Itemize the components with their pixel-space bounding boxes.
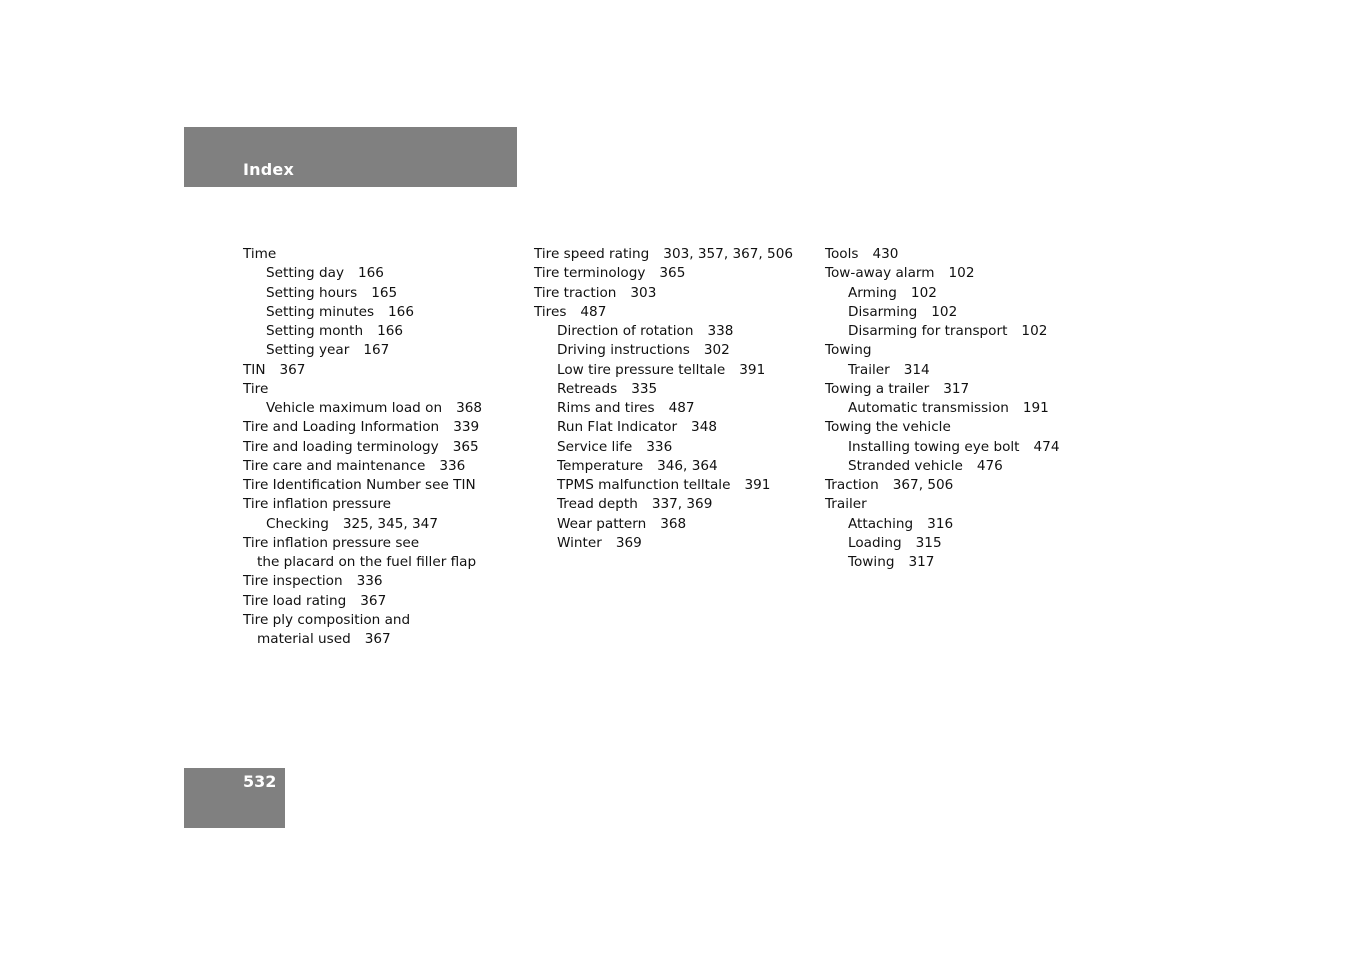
index-entry — [243, 284, 482, 303]
index-term: Installing towing eye bolt — [848, 438, 1020, 455]
index-column-1 — [243, 245, 482, 649]
index-page-reference[interactable]: 314 — [903, 361, 930, 378]
index-entry — [825, 264, 1059, 283]
index-page-reference[interactable]: 303, 357, 367, 506 — [663, 246, 794, 262]
index-term: the placard on the fuel filler flap — [257, 554, 477, 570]
index-entry — [243, 495, 482, 514]
index-term: Loading — [848, 534, 902, 551]
index-entry — [243, 515, 482, 534]
index-page-reference[interactable]: 102 — [910, 284, 937, 301]
index-page-reference[interactable]: 302 — [703, 342, 730, 359]
index-entry — [534, 495, 793, 514]
index-entry — [243, 361, 482, 380]
index-entry — [825, 553, 1059, 572]
index-entry — [243, 476, 482, 495]
index-entry — [825, 399, 1059, 418]
index-entry — [825, 245, 1059, 264]
index-entry — [243, 534, 482, 553]
index-entry — [534, 515, 793, 534]
index-entry — [243, 611, 482, 630]
index-term: Tire terminology — [534, 265, 646, 282]
index-term: TIN — [243, 361, 266, 378]
index-term: Wear pattern — [557, 515, 647, 532]
index-term: Setting year — [266, 342, 350, 359]
index-page-reference[interactable]: 166 — [358, 265, 384, 282]
index-entry — [825, 457, 1059, 476]
index-term: Attaching — [848, 515, 914, 532]
index-page-reference[interactable]: 338 — [707, 323, 734, 339]
index-entry — [825, 534, 1059, 553]
index-entry — [243, 592, 482, 611]
index-entry — [825, 380, 1059, 399]
index-page-reference[interactable]: 367 — [360, 592, 387, 609]
index-term: Tires — [534, 303, 567, 320]
index-entry — [243, 630, 482, 649]
index-term: material used — [257, 631, 351, 647]
index-page-reference[interactable]: 367 — [279, 361, 306, 378]
index-term: TPMS malfunction telltale — [557, 477, 731, 493]
index-entry — [534, 245, 793, 264]
index-page-reference[interactable]: 167 — [363, 342, 390, 359]
index-entry — [243, 418, 482, 437]
index-term: Tow-away alarm — [825, 265, 935, 282]
index-term: Tire inflation pressure — [243, 496, 391, 513]
index-page-reference[interactable]: 346, 364 — [657, 457, 718, 474]
index-term: Tire inspection — [243, 573, 343, 590]
index-entry — [243, 245, 482, 264]
index-term: Towing a trailer — [825, 380, 930, 397]
index-page-reference[interactable]: 102 — [931, 303, 958, 320]
index-page-reference[interactable]: 336 — [646, 438, 673, 455]
index-entry — [243, 380, 482, 399]
index-entry — [825, 476, 1059, 495]
index-term: Towing the vehicle — [825, 419, 951, 436]
index-page-reference[interactable]: 325, 345, 347 — [342, 515, 438, 532]
index-entry — [534, 341, 793, 360]
index-page-reference[interactable]: 102 — [1021, 323, 1048, 339]
index-page-reference[interactable]: 336 — [356, 573, 383, 590]
index-entry — [825, 438, 1059, 457]
index-term: Disarming for transport — [848, 323, 1008, 339]
index-entry — [243, 399, 482, 418]
index-page-reference[interactable]: 369 — [615, 534, 642, 551]
index-page-reference[interactable]: 391 — [744, 477, 771, 493]
index-entry — [534, 264, 793, 283]
index-entry — [534, 418, 793, 437]
index-page-reference[interactable]: 365 — [659, 265, 686, 282]
index-term: Vehicle maximum load on — [266, 400, 443, 416]
index-entry — [534, 361, 793, 380]
index-term: Towing — [825, 342, 872, 359]
index-entry — [534, 457, 793, 476]
index-entry — [825, 418, 1059, 437]
index-term: Tread depth — [557, 496, 638, 513]
index-page-reference[interactable]: 487 — [668, 400, 695, 416]
index-page-reference[interactable]: 487 — [580, 303, 607, 320]
index-term: Trailer — [825, 496, 867, 513]
index-page-reference[interactable]: 368 — [456, 400, 483, 416]
index-entry — [534, 399, 793, 418]
index-term: Traction — [825, 477, 879, 493]
index-page-reference[interactable]: 365 — [452, 438, 479, 455]
index-entry — [534, 303, 793, 322]
index-column-2 — [534, 245, 793, 553]
index-page-reference[interactable]: 336 — [439, 457, 466, 474]
index-term: Setting month — [266, 323, 364, 339]
index-entry — [534, 284, 793, 303]
index-term: Setting day — [266, 265, 344, 282]
index-term: Tire care and maintenance — [243, 457, 426, 474]
index-term: Tire Identification Number see TIN — [243, 477, 476, 493]
index-term: Driving instructions — [557, 342, 690, 359]
index-term: Temperature — [557, 457, 644, 474]
index-term: Winter — [557, 534, 602, 551]
index-page-reference[interactable]: 315 — [915, 534, 942, 551]
index-term: Stranded vehicle — [848, 457, 963, 474]
index-page-reference[interactable]: 367, 506 — [892, 477, 954, 493]
index-term: Low tire pressure telltale — [557, 361, 726, 378]
index-term: Service life — [557, 438, 633, 455]
index-term: Towing — [848, 554, 895, 570]
index-entry — [825, 515, 1059, 534]
index-entry — [825, 341, 1059, 360]
index-term: Time — [243, 246, 277, 262]
index-page-reference[interactable]: 165 — [371, 284, 398, 301]
index-page-reference[interactable]: 166 — [377, 323, 404, 339]
index-term: Tire load rating — [243, 592, 347, 609]
index-entry — [243, 457, 482, 476]
index-term: Automatic transmission — [848, 400, 1009, 416]
index-entry — [243, 572, 482, 591]
index-page-reference[interactable]: 348 — [691, 419, 717, 436]
index-term: Tire speed rating — [534, 246, 650, 262]
index-entry — [534, 534, 793, 553]
index-entry — [825, 495, 1059, 514]
index-page-reference[interactable]: 430 — [872, 246, 899, 262]
index-entry — [825, 361, 1059, 380]
index-entry — [825, 284, 1059, 303]
index-page-reference[interactable]: 102 — [948, 265, 975, 282]
index-entry — [534, 380, 793, 399]
index-column-3 — [825, 245, 1059, 572]
index-page-reference[interactable]: 166 — [388, 303, 414, 320]
index-page-reference[interactable]: 191 — [1022, 400, 1049, 416]
index-page-reference[interactable]: 391 — [739, 361, 766, 378]
index-page-reference[interactable]: 339 — [453, 419, 480, 436]
index-term: Disarming — [848, 303, 918, 320]
index-term: Retreads — [557, 380, 618, 397]
index-term: Tire ply composition and — [243, 611, 411, 628]
index-term: Rims and tires — [557, 400, 655, 416]
index-term: Direction of rotation — [557, 323, 694, 339]
index-entry — [243, 341, 482, 360]
index-term: Tire inflation pressure see — [243, 534, 420, 551]
index-entry — [243, 438, 482, 457]
index-entry — [825, 303, 1059, 322]
section-title: Index — [243, 160, 294, 179]
index-page-reference[interactable]: 317 — [943, 380, 970, 397]
index-entry — [243, 553, 482, 572]
index-page-reference[interactable]: 337, 369 — [651, 496, 713, 513]
index-page-reference[interactable]: 303 — [630, 284, 657, 301]
index-entry — [243, 303, 482, 322]
page-number-box — [184, 768, 285, 828]
index-entry — [243, 322, 482, 341]
section-header-bar — [184, 127, 517, 187]
index-page-reference[interactable]: 368 — [660, 515, 687, 532]
index-term: Arming — [848, 284, 897, 301]
index-term: Tools — [825, 246, 859, 262]
index-entry — [534, 438, 793, 457]
index-entry — [825, 322, 1059, 341]
index-term: Setting minutes — [266, 303, 375, 320]
index-term: Trailer — [848, 361, 890, 378]
index-term: Checking — [266, 515, 329, 532]
index-term: Tire — [243, 380, 269, 397]
page-number: 532 — [243, 772, 277, 791]
index-term: Tire and loading terminology — [243, 438, 439, 455]
index-entry — [243, 264, 482, 283]
index-page-reference[interactable]: 316 — [927, 515, 954, 532]
index-term: Run Flat Indicator — [557, 419, 678, 436]
index-page-reference[interactable]: 474 — [1033, 438, 1060, 455]
index-page-reference[interactable]: 367 — [364, 631, 391, 647]
index-page-reference[interactable]: 335 — [631, 380, 658, 397]
index-term: Setting hours — [266, 284, 358, 301]
index-entry — [534, 476, 793, 495]
index-entry — [534, 322, 793, 341]
index-page-reference[interactable]: 317 — [908, 554, 935, 570]
index-term: Tire and Loading Information — [243, 419, 440, 436]
index-term: Tire traction — [534, 284, 617, 301]
index-page-reference[interactable]: 476 — [976, 457, 1003, 474]
